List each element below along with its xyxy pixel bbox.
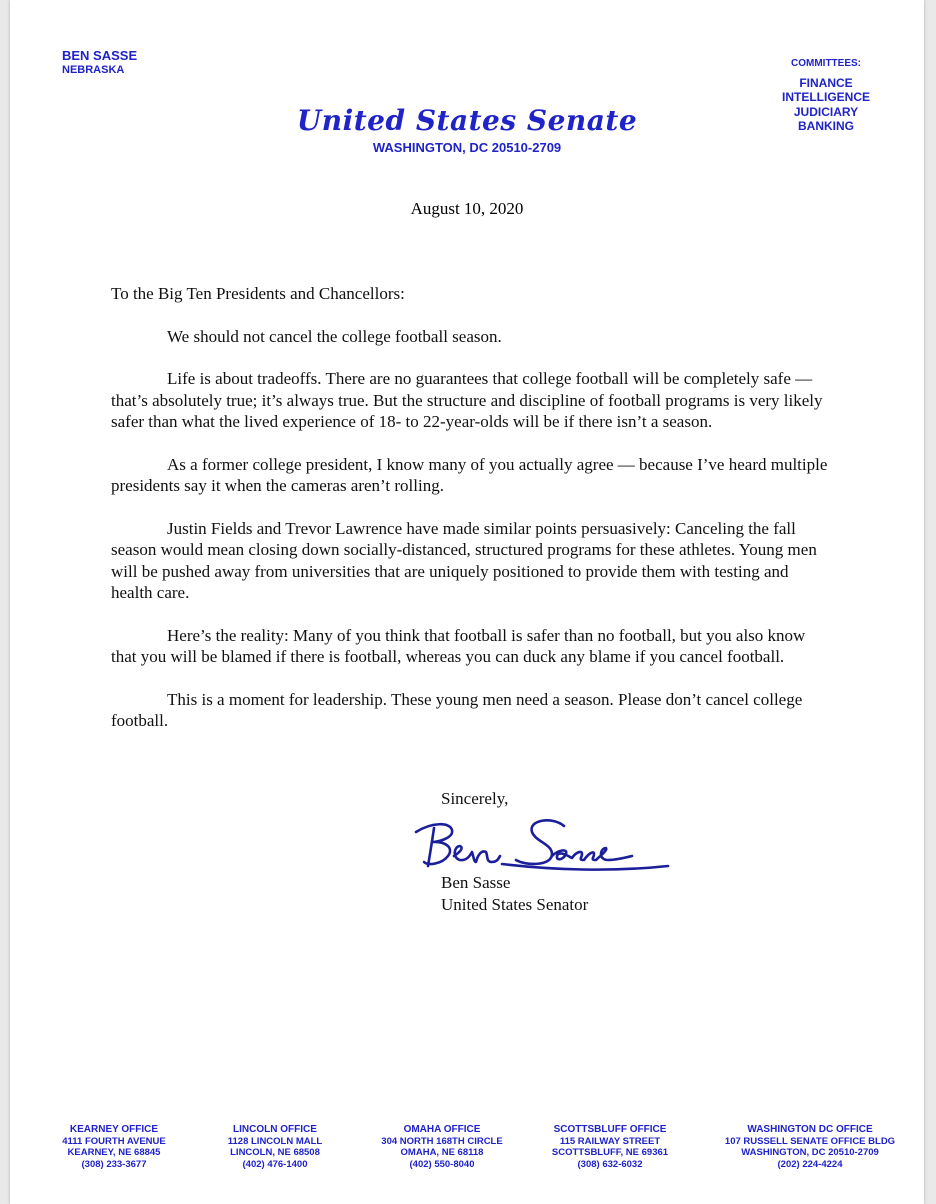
letterhead-city: WASHINGTON, DC 20510-2709	[372, 140, 562, 155]
office-city: WASHINGTON, DC 20510-2709	[741, 1147, 879, 1158]
office-washington	[710, 1124, 910, 1170]
paragraph-2: Life is about tradeoffs. There are no guarantees that college football will be completely safe — that’s absolutely true; it’s always true. But the structure and discipline of football programs is very likely safer than what the lived experience of 18- to 22-year-olds will be if there isn’t a season.	[111, 369, 823, 431]
paragraph-5: Here’s the reality: Many of you think that football is safer than no football, but you also know that you will be blamed if there is football, whereas you can duck any blame if you cancel football.	[111, 625, 806, 666]
sender-name: BEN SASSE	[62, 48, 138, 63]
paragraph-1: We should not cancel the college football season.	[167, 326, 502, 346]
office-name: SCOTTSBLUFF OFFICE	[553, 1124, 667, 1135]
letterhead-title: United States Senate	[296, 104, 638, 137]
office-street: 4111 FOURTH AVENUE	[62, 1135, 166, 1147]
office-street: 1128 LINCOLN MALL	[227, 1135, 323, 1147]
paragraph-6: This is a moment for leadership. These young men need a season. Please don’t cancel college football.	[111, 689, 803, 730]
letter-page	[10, 0, 924, 1204]
office-city: OMAHA, NE 68118	[400, 1147, 484, 1158]
office-scottsbluff	[520, 1124, 700, 1170]
committee-judiciary: JUDICIARY	[793, 104, 859, 119]
letterhead	[10, 104, 924, 155]
office-omaha	[352, 1124, 532, 1170]
letter-date: August 10, 2020	[410, 199, 524, 218]
office-city: SCOTTSBLUFF, NE 69361	[551, 1147, 669, 1158]
closing: Sincerely,	[441, 789, 509, 808]
signer-title: United States Senator	[441, 894, 589, 914]
office-name: KEARNEY OFFICE	[69, 1124, 159, 1135]
office-street: 115 RAILWAY STREET	[559, 1135, 661, 1147]
office-name: OMAHA OFFICE	[403, 1124, 481, 1135]
committee-intelligence: INTELLIGENCE	[781, 90, 870, 104]
office-phone: (202) 224-4224	[777, 1158, 843, 1170]
sender-block	[62, 48, 137, 78]
sender-state: NEBRASKA	[62, 64, 125, 76]
office-phone: (308) 632-6032	[577, 1158, 643, 1170]
office-lincoln	[185, 1124, 365, 1170]
office-phone: (308) 233-3677	[81, 1158, 147, 1170]
office-city: LINCOLN, NE 68508	[230, 1147, 320, 1158]
committees-title: COMMITTEES:	[791, 58, 861, 69]
office-phone: (402) 550-8040	[409, 1158, 475, 1170]
office-phone: (402) 476-1400	[242, 1158, 308, 1170]
salutation: To the Big Ten Presidents and Chancellors:	[111, 284, 405, 303]
signature-image	[402, 808, 672, 880]
office-name: LINCOLN OFFICE	[233, 1124, 317, 1135]
office-city: KEARNEY, NE 68845	[67, 1147, 161, 1158]
signer-block	[441, 872, 588, 915]
office-street: 107 RUSSELL SENATE OFFICE BLDG	[724, 1135, 896, 1147]
office-kearney	[24, 1124, 204, 1170]
letter-body	[111, 283, 831, 753]
office-name: WASHINGTON DC OFFICE	[747, 1124, 873, 1135]
office-footer	[10, 1124, 924, 1184]
signer-name: Ben Sasse	[441, 873, 511, 892]
paragraph-3: As a former college president, I know many of you actually agree — because I’ve heard multiple presidents say it when the cameras aren’t rolling.	[111, 454, 828, 495]
paragraph-4: Justin Fields and Trevor Lawrence have made similar points persuasively: Canceling the fall season would mean closing down socially-distanced, structured programs for these athletes. Young men will be pushed away from universities that are uniquely positioned to provide them with testing and health care.	[111, 518, 817, 602]
office-street: 304 NORTH 168TH CIRCLE	[381, 1135, 503, 1147]
committee-finance: FINANCE	[799, 75, 853, 90]
committee-banking: BANKING	[798, 119, 854, 133]
